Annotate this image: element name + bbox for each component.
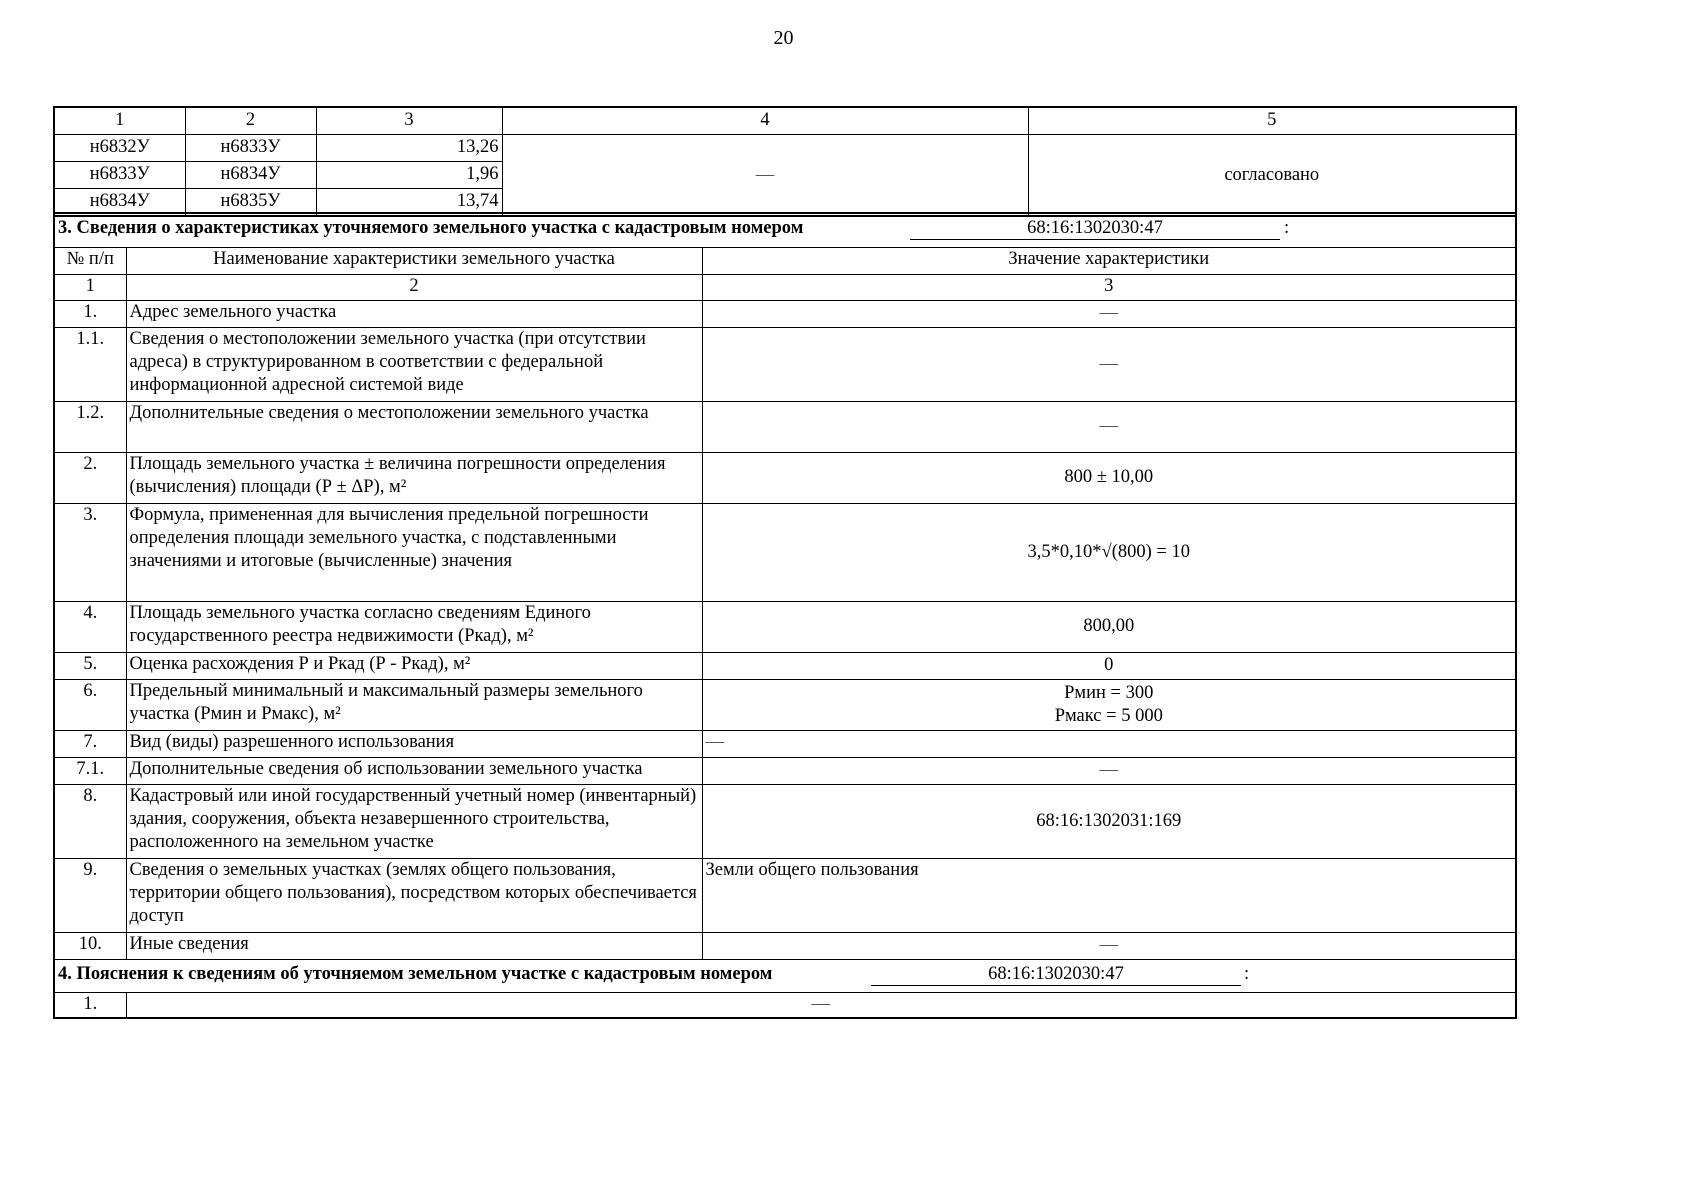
row-number: 4.	[54, 601, 126, 652]
column-number-row	[54, 274, 1516, 300]
row-number: 1.2.	[54, 401, 126, 452]
section3-header-row	[54, 213, 1516, 247]
point-from: н6832У	[54, 135, 185, 162]
point-from: н6833У	[54, 162, 185, 189]
point-to: н6834У	[185, 162, 316, 189]
characteristic-name: Сведения о местоположении земельного участка (при отсутствии адреса) в структурированном в соответствии с федеральной информационной адресной системой виде	[126, 327, 702, 401]
table-row	[54, 784, 1516, 858]
table-row	[54, 327, 1516, 401]
characteristic-value: —	[702, 401, 1516, 452]
table-row	[54, 652, 1516, 679]
section4-header-row	[54, 959, 1516, 992]
characteristic-name: Дополнительные сведения о местоположении земельного участка	[126, 401, 702, 452]
characteristic-value: —	[702, 300, 1516, 327]
characteristic-value: 68:16:1302031:169	[702, 784, 1516, 858]
characteristic-value: 800,00	[702, 601, 1516, 652]
column-number: 1	[54, 107, 185, 135]
table-row	[54, 401, 1516, 452]
column-header-value: Значение характеристики	[702, 247, 1516, 274]
row-number: 7.1.	[54, 757, 126, 784]
characteristic-name: Вид (виды) разрешенного использования	[126, 730, 702, 757]
section4-colon: :	[1244, 963, 1250, 984]
section3-cadastral-number: 68:16:1302030:47	[910, 217, 1280, 240]
column-header-row	[54, 247, 1516, 274]
column-number: 4	[502, 107, 1028, 135]
table-row	[54, 858, 1516, 932]
characteristic-value	[702, 679, 1516, 730]
characteristic-name: Адрес земельного участка	[126, 300, 702, 327]
segment-length: 1,96	[316, 162, 502, 189]
characteristic-name: Площадь земельного участка согласно сведениям Единого государственного реестра недвижимости (Ркад), м²	[126, 601, 702, 652]
column-number: 2	[185, 107, 316, 135]
table-row	[54, 679, 1516, 730]
table-row	[54, 452, 1516, 503]
column-number: 1	[54, 274, 126, 300]
boundary-agreement-table	[53, 106, 1517, 217]
characteristic-name: Дополнительные сведения об использовании земельного участка	[126, 757, 702, 784]
row-number: 9.	[54, 858, 126, 932]
row-number: 2.	[54, 452, 126, 503]
row-number: 10.	[54, 932, 126, 959]
point-from: н6834У	[54, 189, 185, 217]
row-number: 5.	[54, 652, 126, 679]
column-number: 3	[702, 274, 1516, 300]
section3-header	[54, 213, 1516, 247]
characteristic-value: —	[702, 327, 1516, 401]
page-number: 20	[773, 27, 794, 49]
point-to: н6833У	[185, 135, 316, 162]
row-number: 7.	[54, 730, 126, 757]
table-row	[54, 932, 1516, 959]
row-number: 1.	[54, 992, 126, 1018]
table-row	[54, 757, 1516, 784]
point-to: н6835У	[185, 189, 316, 217]
characteristic-name: Площадь земельного участка ± величина погрешности определения (вычисления) площади (Р ± ΔР), м²	[126, 452, 702, 503]
agreement-status: согласовано	[1028, 135, 1516, 217]
characteristic-value: —	[702, 757, 1516, 784]
explanation-value: —	[126, 992, 1516, 1018]
characteristic-value: —	[702, 932, 1516, 959]
section4-header	[54, 959, 1516, 992]
row-number: 1.1.	[54, 327, 126, 401]
characteristic-name: Предельный минимальный и максимальный размеры земельного участка (Рмин и Рмакс), м²	[126, 679, 702, 730]
segment-length: 13,26	[316, 135, 502, 162]
column-header-num: № п/п	[54, 247, 126, 274]
characteristic-name: Иные сведения	[126, 932, 702, 959]
table-row	[54, 992, 1516, 1018]
segment-length: 13,74	[316, 189, 502, 217]
row-number: 1.	[54, 300, 126, 327]
section4-title: 4. Пояснения к сведениям об уточняемом земельном участке с кадастровым номером	[58, 963, 773, 984]
characteristic-name: Оценка расхождения Р и Ркад (Р - Ркад), м²	[126, 652, 702, 679]
table-row	[54, 135, 1516, 162]
characteristic-name: Формула, примененная для вычисления предельной погрешности определения площади земельного участка, с подставленными значениями и итоговые (вычисленные) значения	[126, 503, 702, 601]
column-number-row	[54, 107, 1516, 135]
characteristic-value: —	[702, 730, 1516, 757]
section3-title: 3. Сведения о характеристиках уточняемого земельного участка с кадастровым номером	[58, 218, 804, 238]
characteristic-name: Кадастровый или иной государственный учетный номер (инвентарный) здания, сооружения, объекта незавершенного строительства, расположенного на земельном участке	[126, 784, 702, 858]
column-number: 3	[316, 107, 502, 135]
characteristic-value: 3,5*0,10*√(800) = 10	[702, 503, 1516, 601]
row-number: 6.	[54, 679, 126, 730]
size-min: Рмин = 300	[1064, 682, 1154, 703]
characteristic-value: 0	[702, 652, 1516, 679]
row-number: 3.	[54, 503, 126, 601]
characteristic-value: 800 ± 10,00	[702, 452, 1516, 503]
table-row	[54, 503, 1516, 601]
table-row	[54, 601, 1516, 652]
column-number: 2	[126, 274, 702, 300]
section3-colon: :	[1284, 218, 1290, 238]
table-row	[54, 730, 1516, 757]
row-number: 8.	[54, 784, 126, 858]
characteristics-table	[53, 212, 1517, 1019]
column4-value: —	[502, 135, 1028, 217]
table-row	[54, 300, 1516, 327]
characteristic-name: Сведения о земельных участках (землях общего пользования, территории общего пользования), посредством которых обеспечивается доступ	[126, 858, 702, 932]
column-number: 5	[1028, 107, 1516, 135]
column-header-name: Наименование характеристики земельного участка	[126, 247, 702, 274]
section4-cadastral-number: 68:16:1302030:47	[871, 963, 1241, 986]
characteristic-value: Земли общего пользования	[702, 858, 1516, 932]
size-max: Рмакс = 5 000	[1054, 705, 1163, 726]
